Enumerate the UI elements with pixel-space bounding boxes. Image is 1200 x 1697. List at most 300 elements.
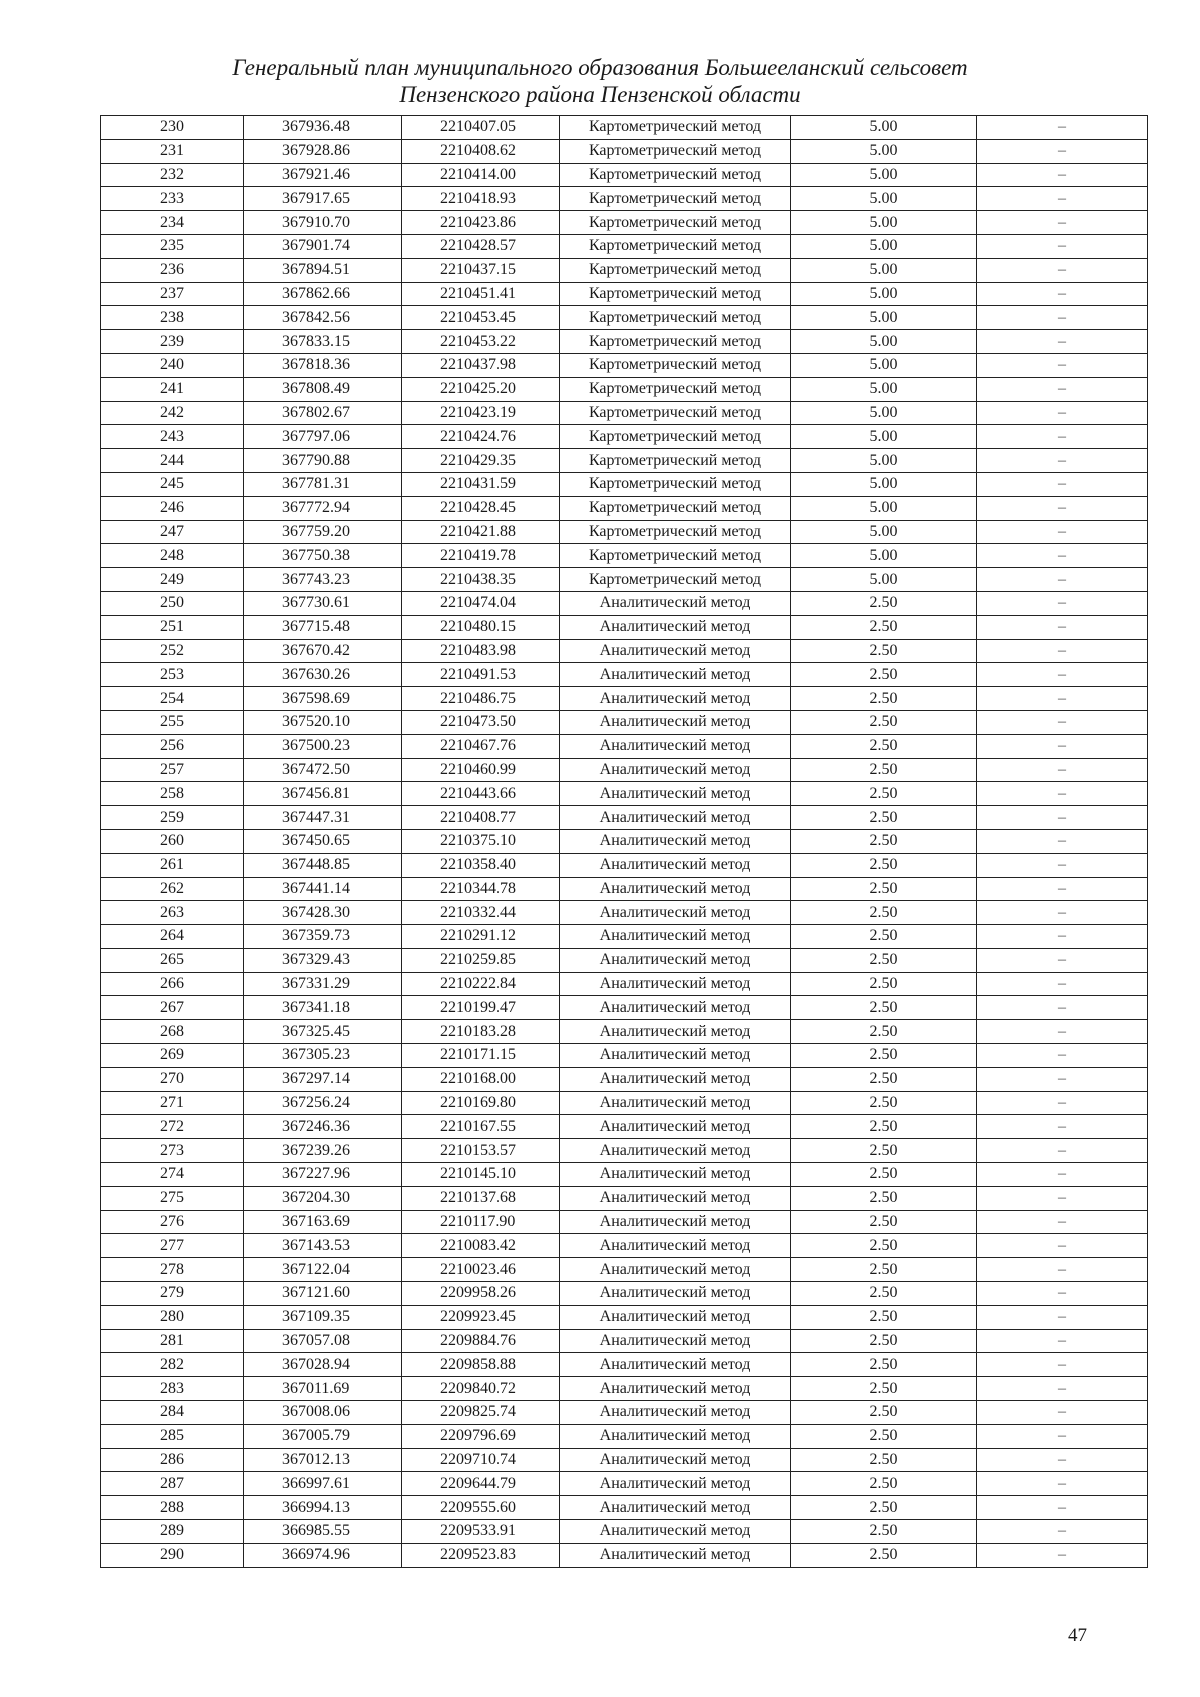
y-coordinate-cell: 2210451.41 (402, 282, 560, 306)
y-coordinate-cell: 2209533.91 (402, 1520, 560, 1544)
method-cell: Аналитический метод (560, 1044, 791, 1068)
point-number-cell: 259 (101, 806, 244, 830)
x-coordinate-cell: 367818.36 (244, 353, 402, 377)
note-cell: – (977, 472, 1148, 496)
note-cell: – (977, 544, 1148, 568)
note-cell: – (977, 1401, 1148, 1425)
accuracy-cell: 5.00 (791, 211, 977, 235)
point-number-cell: 272 (101, 1115, 244, 1139)
note-cell: – (977, 877, 1148, 901)
y-coordinate-cell: 2209796.69 (402, 1424, 560, 1448)
method-cell: Аналитический метод (560, 1115, 791, 1139)
table-row (101, 1115, 1148, 1139)
point-number-cell: 257 (101, 758, 244, 782)
y-coordinate-cell: 2210168.00 (402, 1067, 560, 1091)
note-cell: – (977, 306, 1148, 330)
method-cell: Аналитический метод (560, 1520, 791, 1544)
accuracy-cell: 2.50 (791, 1520, 977, 1544)
point-number-cell: 261 (101, 853, 244, 877)
y-coordinate-cell: 2210486.75 (402, 687, 560, 711)
note-cell: – (977, 187, 1148, 211)
method-cell: Аналитический метод (560, 1353, 791, 1377)
point-number-cell: 271 (101, 1091, 244, 1115)
x-coordinate-cell: 367325.45 (244, 1020, 402, 1044)
point-number-cell: 237 (101, 282, 244, 306)
x-coordinate-cell: 367910.70 (244, 211, 402, 235)
point-number-cell: 255 (101, 710, 244, 734)
method-cell: Аналитический метод (560, 639, 791, 663)
point-number-cell: 252 (101, 639, 244, 663)
note-cell: – (977, 734, 1148, 758)
note-cell: – (977, 520, 1148, 544)
x-coordinate-cell: 366994.13 (244, 1496, 402, 1520)
point-number-cell: 281 (101, 1329, 244, 1353)
y-coordinate-cell: 2210425.20 (402, 377, 560, 401)
method-cell: Аналитический метод (560, 1163, 791, 1187)
table-row (101, 306, 1148, 330)
point-number-cell: 238 (101, 306, 244, 330)
accuracy-cell: 2.50 (791, 925, 977, 949)
point-number-cell: 260 (101, 829, 244, 853)
method-cell: Картометрический метод (560, 496, 791, 520)
x-coordinate-cell: 367122.04 (244, 1258, 402, 1282)
coordinates-table-body (101, 116, 1148, 1568)
table-row (101, 520, 1148, 544)
y-coordinate-cell: 2209555.60 (402, 1496, 560, 1520)
method-cell: Аналитический метод (560, 1282, 791, 1306)
point-number-cell: 258 (101, 782, 244, 806)
method-cell: Аналитический метод (560, 1139, 791, 1163)
accuracy-cell: 2.50 (791, 1163, 977, 1187)
point-number-cell: 282 (101, 1353, 244, 1377)
x-coordinate-cell: 367359.73 (244, 925, 402, 949)
method-cell: Аналитический метод (560, 806, 791, 830)
note-cell: – (977, 1234, 1148, 1258)
table-row (101, 568, 1148, 592)
point-number-cell: 262 (101, 877, 244, 901)
document-subtitle: Пензенского района Пензенской области (399, 82, 801, 107)
accuracy-cell: 2.50 (791, 1543, 977, 1567)
table-row (101, 1186, 1148, 1210)
point-number-cell: 268 (101, 1020, 244, 1044)
table-row (101, 139, 1148, 163)
method-cell: Аналитический метод (560, 1472, 791, 1496)
point-number-cell: 242 (101, 401, 244, 425)
y-coordinate-cell: 2210153.57 (402, 1139, 560, 1163)
method-cell: Картометрический метод (560, 163, 791, 187)
note-cell: – (977, 591, 1148, 615)
point-number-cell: 265 (101, 948, 244, 972)
accuracy-cell: 2.50 (791, 1353, 977, 1377)
table-row (101, 282, 1148, 306)
x-coordinate-cell: 367790.88 (244, 449, 402, 473)
y-coordinate-cell: 2210431.59 (402, 472, 560, 496)
method-cell: Картометрический метод (560, 520, 791, 544)
table-row (101, 615, 1148, 639)
note-cell: – (977, 1210, 1148, 1234)
accuracy-cell: 5.00 (791, 187, 977, 211)
table-row (101, 163, 1148, 187)
note-cell: – (977, 829, 1148, 853)
method-cell: Аналитический метод (560, 877, 791, 901)
accuracy-cell: 2.50 (791, 1401, 977, 1425)
point-number-cell: 277 (101, 1234, 244, 1258)
point-number-cell: 288 (101, 1496, 244, 1520)
accuracy-cell: 2.50 (791, 1305, 977, 1329)
method-cell: Аналитический метод (560, 1401, 791, 1425)
accuracy-cell: 2.50 (791, 1044, 977, 1068)
y-coordinate-cell: 2210453.22 (402, 330, 560, 354)
x-coordinate-cell: 367456.81 (244, 782, 402, 806)
y-coordinate-cell: 2209923.45 (402, 1305, 560, 1329)
x-coordinate-cell: 367520.10 (244, 710, 402, 734)
table-row (101, 1067, 1148, 1091)
table-row (101, 187, 1148, 211)
y-coordinate-cell: 2210443.66 (402, 782, 560, 806)
accuracy-cell: 2.50 (791, 1377, 977, 1401)
table-row (101, 829, 1148, 853)
table-row (101, 211, 1148, 235)
point-number-cell: 269 (101, 1044, 244, 1068)
table-row (101, 782, 1148, 806)
method-cell: Аналитический метод (560, 1234, 791, 1258)
y-coordinate-cell: 2209523.83 (402, 1543, 560, 1567)
point-number-cell: 270 (101, 1067, 244, 1091)
method-cell: Картометрический метод (560, 187, 791, 211)
point-number-cell: 263 (101, 901, 244, 925)
note-cell: – (977, 449, 1148, 473)
method-cell: Аналитический метод (560, 591, 791, 615)
method-cell: Аналитический метод (560, 1329, 791, 1353)
note-cell: – (977, 1186, 1148, 1210)
method-cell: Аналитический метод (560, 1543, 791, 1567)
note-cell: – (977, 401, 1148, 425)
y-coordinate-cell: 2210407.05 (402, 116, 560, 140)
note-cell: – (977, 258, 1148, 282)
method-cell: Аналитический метод (560, 782, 791, 806)
point-number-cell: 284 (101, 1401, 244, 1425)
y-coordinate-cell: 2209710.74 (402, 1448, 560, 1472)
method-cell: Аналитический метод (560, 996, 791, 1020)
point-number-cell: 231 (101, 139, 244, 163)
table-row (101, 1329, 1148, 1353)
y-coordinate-cell: 2209644.79 (402, 1472, 560, 1496)
y-coordinate-cell: 2210453.45 (402, 306, 560, 330)
accuracy-cell: 2.50 (791, 710, 977, 734)
point-number-cell: 249 (101, 568, 244, 592)
table-row (101, 925, 1148, 949)
table-row (101, 901, 1148, 925)
point-number-cell: 289 (101, 1520, 244, 1544)
point-number-cell: 287 (101, 1472, 244, 1496)
point-number-cell: 244 (101, 449, 244, 473)
point-number-cell: 280 (101, 1305, 244, 1329)
x-coordinate-cell: 367428.30 (244, 901, 402, 925)
x-coordinate-cell: 367894.51 (244, 258, 402, 282)
accuracy-cell: 5.00 (791, 496, 977, 520)
x-coordinate-cell: 367598.69 (244, 687, 402, 711)
accuracy-cell: 5.00 (791, 116, 977, 140)
y-coordinate-cell: 2210169.80 (402, 1091, 560, 1115)
table-row (101, 877, 1148, 901)
x-coordinate-cell: 367012.13 (244, 1448, 402, 1472)
page-header (0, 54, 1200, 108)
point-number-cell: 273 (101, 1139, 244, 1163)
point-number-cell: 250 (101, 591, 244, 615)
y-coordinate-cell: 2209858.88 (402, 1353, 560, 1377)
x-coordinate-cell: 367448.85 (244, 853, 402, 877)
point-number-cell: 253 (101, 663, 244, 687)
y-coordinate-cell: 2210437.98 (402, 353, 560, 377)
note-cell: – (977, 758, 1148, 782)
y-coordinate-cell: 2210332.44 (402, 901, 560, 925)
table-row (101, 1496, 1148, 1520)
x-coordinate-cell: 367341.18 (244, 996, 402, 1020)
table-row (101, 591, 1148, 615)
y-coordinate-cell: 2210171.15 (402, 1044, 560, 1068)
x-coordinate-cell: 367246.36 (244, 1115, 402, 1139)
y-coordinate-cell: 2209825.74 (402, 1401, 560, 1425)
table-row (101, 472, 1148, 496)
point-number-cell: 236 (101, 258, 244, 282)
table-row (101, 853, 1148, 877)
note-cell: – (977, 330, 1148, 354)
x-coordinate-cell: 367057.08 (244, 1329, 402, 1353)
y-coordinate-cell: 2210291.12 (402, 925, 560, 949)
accuracy-cell: 2.50 (791, 1020, 977, 1044)
table-row (101, 710, 1148, 734)
point-number-cell: 251 (101, 615, 244, 639)
table-row (101, 1472, 1148, 1496)
table-row (101, 1234, 1148, 1258)
note-cell: – (977, 948, 1148, 972)
method-cell: Картометрический метод (560, 401, 791, 425)
accuracy-cell: 2.50 (791, 758, 977, 782)
point-number-cell: 247 (101, 520, 244, 544)
note-cell: – (977, 282, 1148, 306)
y-coordinate-cell: 2210424.76 (402, 425, 560, 449)
accuracy-cell: 5.00 (791, 472, 977, 496)
accuracy-cell: 2.50 (791, 1091, 977, 1115)
x-coordinate-cell: 367781.31 (244, 472, 402, 496)
note-cell: – (977, 116, 1148, 140)
accuracy-cell: 5.00 (791, 544, 977, 568)
x-coordinate-cell: 366997.61 (244, 1472, 402, 1496)
point-number-cell: 233 (101, 187, 244, 211)
x-coordinate-cell: 367028.94 (244, 1353, 402, 1377)
x-coordinate-cell: 367833.15 (244, 330, 402, 354)
note-cell: – (977, 163, 1148, 187)
method-cell: Аналитический метод (560, 901, 791, 925)
note-cell: – (977, 496, 1148, 520)
table-row (101, 687, 1148, 711)
y-coordinate-cell: 2210137.68 (402, 1186, 560, 1210)
y-coordinate-cell: 2210023.46 (402, 1258, 560, 1282)
x-coordinate-cell: 367936.48 (244, 116, 402, 140)
y-coordinate-cell: 2210199.47 (402, 996, 560, 1020)
x-coordinate-cell: 367750.38 (244, 544, 402, 568)
note-cell: – (977, 853, 1148, 877)
x-coordinate-cell: 367011.69 (244, 1377, 402, 1401)
table-row (101, 639, 1148, 663)
y-coordinate-cell: 2210375.10 (402, 829, 560, 853)
method-cell: Картометрический метод (560, 139, 791, 163)
y-coordinate-cell: 2210414.00 (402, 163, 560, 187)
method-cell: Аналитический метод (560, 734, 791, 758)
table-row (101, 1091, 1148, 1115)
y-coordinate-cell: 2210423.19 (402, 401, 560, 425)
accuracy-cell: 2.50 (791, 615, 977, 639)
x-coordinate-cell: 366974.96 (244, 1543, 402, 1567)
note-cell: – (977, 972, 1148, 996)
point-number-cell: 246 (101, 496, 244, 520)
x-coordinate-cell: 367109.35 (244, 1305, 402, 1329)
note-cell: – (977, 1329, 1148, 1353)
y-coordinate-cell: 2210429.35 (402, 449, 560, 473)
method-cell: Картометрический метод (560, 377, 791, 401)
method-cell: Аналитический метод (560, 1020, 791, 1044)
note-cell: – (977, 1020, 1148, 1044)
accuracy-cell: 5.00 (791, 401, 977, 425)
accuracy-cell: 2.50 (791, 1186, 977, 1210)
x-coordinate-cell: 367227.96 (244, 1163, 402, 1187)
x-coordinate-cell: 367297.14 (244, 1067, 402, 1091)
method-cell: Картометрический метод (560, 472, 791, 496)
note-cell: – (977, 1305, 1148, 1329)
point-number-cell: 283 (101, 1377, 244, 1401)
accuracy-cell: 5.00 (791, 258, 977, 282)
method-cell: Аналитический метод (560, 853, 791, 877)
point-number-cell: 232 (101, 163, 244, 187)
y-coordinate-cell: 2210358.40 (402, 853, 560, 877)
table-row (101, 663, 1148, 687)
page-number: 47 (1068, 1625, 1087, 1646)
accuracy-cell: 2.50 (791, 948, 977, 972)
point-number-cell: 254 (101, 687, 244, 711)
point-number-cell: 278 (101, 1258, 244, 1282)
y-coordinate-cell: 2210183.28 (402, 1020, 560, 1044)
table-row (101, 258, 1148, 282)
method-cell: Аналитический метод (560, 687, 791, 711)
y-coordinate-cell: 2210460.99 (402, 758, 560, 782)
note-cell: – (977, 710, 1148, 734)
x-coordinate-cell: 367121.60 (244, 1282, 402, 1306)
accuracy-cell: 5.00 (791, 234, 977, 258)
accuracy-cell: 2.50 (791, 663, 977, 687)
accuracy-cell: 2.50 (791, 687, 977, 711)
accuracy-cell: 5.00 (791, 425, 977, 449)
y-coordinate-cell: 2210145.10 (402, 1163, 560, 1187)
table-row (101, 996, 1148, 1020)
point-number-cell: 279 (101, 1282, 244, 1306)
table-row (101, 806, 1148, 830)
method-cell: Аналитический метод (560, 1091, 791, 1115)
y-coordinate-cell: 2210474.04 (402, 591, 560, 615)
point-number-cell: 243 (101, 425, 244, 449)
note-cell: – (977, 687, 1148, 711)
table-row (101, 1448, 1148, 1472)
accuracy-cell: 2.50 (791, 1139, 977, 1163)
table-row (101, 734, 1148, 758)
table-row (101, 1401, 1148, 1425)
table-row (101, 496, 1148, 520)
point-number-cell: 239 (101, 330, 244, 354)
method-cell: Аналитический метод (560, 972, 791, 996)
table-row (101, 425, 1148, 449)
note-cell: – (977, 1496, 1148, 1520)
y-coordinate-cell: 2210421.88 (402, 520, 560, 544)
x-coordinate-cell: 367917.65 (244, 187, 402, 211)
point-number-cell: 290 (101, 1543, 244, 1567)
y-coordinate-cell: 2210408.62 (402, 139, 560, 163)
point-number-cell: 256 (101, 734, 244, 758)
y-coordinate-cell: 2209840.72 (402, 1377, 560, 1401)
note-cell: – (977, 139, 1148, 163)
x-coordinate-cell: 367670.42 (244, 639, 402, 663)
method-cell: Аналитический метод (560, 925, 791, 949)
y-coordinate-cell: 2210467.76 (402, 734, 560, 758)
method-cell: Аналитический метод (560, 1448, 791, 1472)
table-row (101, 353, 1148, 377)
x-coordinate-cell: 367630.26 (244, 663, 402, 687)
y-coordinate-cell: 2210480.15 (402, 615, 560, 639)
table-row (101, 758, 1148, 782)
y-coordinate-cell: 2210259.85 (402, 948, 560, 972)
method-cell: Аналитический метод (560, 948, 791, 972)
y-coordinate-cell: 2210437.15 (402, 258, 560, 282)
table-row (101, 1282, 1148, 1306)
note-cell: – (977, 663, 1148, 687)
x-coordinate-cell: 367808.49 (244, 377, 402, 401)
accuracy-cell: 2.50 (791, 806, 977, 830)
table-row (101, 1139, 1148, 1163)
x-coordinate-cell: 367730.61 (244, 591, 402, 615)
accuracy-cell: 2.50 (791, 1472, 977, 1496)
y-coordinate-cell: 2210083.42 (402, 1234, 560, 1258)
table-row (101, 544, 1148, 568)
table-row (101, 1424, 1148, 1448)
x-coordinate-cell: 367759.20 (244, 520, 402, 544)
accuracy-cell: 2.50 (791, 782, 977, 806)
x-coordinate-cell: 367743.23 (244, 568, 402, 592)
point-number-cell: 286 (101, 1448, 244, 1472)
note-cell: – (977, 806, 1148, 830)
note-cell: – (977, 1067, 1148, 1091)
note-cell: – (977, 353, 1148, 377)
accuracy-cell: 5.00 (791, 282, 977, 306)
accuracy-cell: 2.50 (791, 1210, 977, 1234)
y-coordinate-cell: 2210418.93 (402, 187, 560, 211)
method-cell: Аналитический метод (560, 1305, 791, 1329)
method-cell: Аналитический метод (560, 1496, 791, 1520)
x-coordinate-cell: 367204.30 (244, 1186, 402, 1210)
table-row (101, 1543, 1148, 1567)
table-row (101, 1163, 1148, 1187)
point-number-cell: 235 (101, 234, 244, 258)
accuracy-cell: 2.50 (791, 829, 977, 853)
x-coordinate-cell: 367928.86 (244, 139, 402, 163)
accuracy-cell: 5.00 (791, 163, 977, 187)
point-number-cell: 240 (101, 353, 244, 377)
method-cell: Картометрический метод (560, 353, 791, 377)
x-coordinate-cell: 367008.06 (244, 1401, 402, 1425)
method-cell: Аналитический метод (560, 1186, 791, 1210)
table-row (101, 377, 1148, 401)
method-cell: Картометрический метод (560, 449, 791, 473)
note-cell: – (977, 782, 1148, 806)
note-cell: – (977, 1091, 1148, 1115)
method-cell: Аналитический метод (560, 1377, 791, 1401)
